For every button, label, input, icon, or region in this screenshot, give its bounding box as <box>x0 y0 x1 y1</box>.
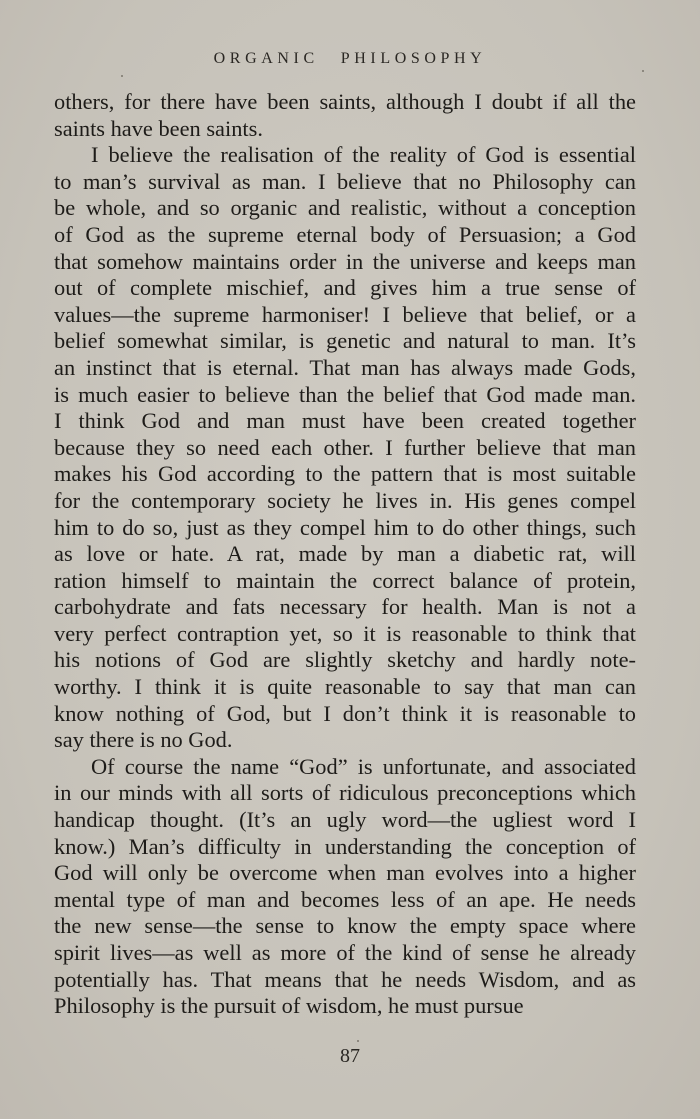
running-head <box>0 50 700 68</box>
text-line: because they so need each other. I further believe that man <box>54 434 636 460</box>
text-line: out of complete mischief, and gives him a true sense of <box>54 275 636 301</box>
text-line: be whole, and so organic and realistic, without a conception <box>54 195 636 221</box>
text-line: that somehow maintains order in the universe and keeps man <box>54 248 636 274</box>
text-line: for the contemporary society he lives in. His genes compel <box>54 487 636 513</box>
text-line: is much easier to believe than the belief that God made man. <box>54 381 636 407</box>
paper-speck <box>121 75 123 77</box>
text-line: in our minds with all sorts of ridiculous preconceptions which <box>54 780 636 806</box>
text-line: mental type of man and becomes less of an ape. He needs <box>54 886 636 912</box>
paragraph <box>54 754 636 1020</box>
text-line: the new sense—the sense to know the empty space where <box>54 913 636 939</box>
text-line: his notions of God are slightly sketchy and hardly note- <box>54 647 636 673</box>
running-head-right: PHILOSOPHY <box>340 50 487 67</box>
text-line: I believe the realisation of the reality of God is essential <box>91 142 636 168</box>
text-line: to man’s survival as man. I believe that no Philosophy can <box>54 168 636 194</box>
text-line: spirit lives—as well as more of the kind of sense he already <box>54 940 636 965</box>
text-line: Philosophy is the pursuit of wisdom, he must pursue <box>54 993 524 1019</box>
body-text <box>54 89 636 1020</box>
running-head-left: ORGANIC <box>213 50 319 67</box>
text-line: saints have been saints. <box>54 115 263 141</box>
text-line: Of course the name “God” is unfortunate, and associated <box>91 753 636 779</box>
text-line: as love or hate. A rat, made by man a diabetic rat, will <box>54 541 636 567</box>
text-line: an instinct that is eternal. That man has always made Gods, <box>54 354 636 380</box>
text-line: know.) Man’s difficulty in understanding the conception of <box>54 833 636 859</box>
text-line: others, for there have been saints, although I doubt if all the <box>54 89 636 114</box>
text-line: belief somewhat similar, is genetic and natural to man. It’s <box>54 328 636 354</box>
text-line: worthy. I think it is quite reasonable to say that man can <box>54 674 636 700</box>
text-line: say there is no God. <box>54 727 233 753</box>
text-line: handicap thought. (It’s an ugly word—the ugliest word I <box>54 807 636 833</box>
page-number: 87 <box>340 1045 360 1067</box>
text-line: potentially has. That means that he needs Wisdom, and as <box>54 966 636 992</box>
text-line: carbohydrate and fats necessary for health. Man is not a <box>54 594 636 620</box>
paper-speck <box>357 1040 359 1042</box>
text-line: makes his God according to the pattern that is most suitable <box>54 461 636 487</box>
paragraph <box>54 89 636 142</box>
text-line: values—the supreme harmoniser! I believe that belief, or a <box>54 301 636 327</box>
text-line: him to do so, just as they compel him to do other things, such <box>54 514 636 540</box>
text-line: very perfect contraption yet, so it is reasonable to think that <box>54 620 636 646</box>
text-line: ration himself to maintain the correct balance of protein, <box>54 567 636 593</box>
paragraph <box>54 142 636 754</box>
text-line: of God as the supreme eternal body of Persuasion; a God <box>54 221 636 247</box>
text-line: I think God and man must have been created together <box>54 408 636 434</box>
paper-speck <box>642 70 644 72</box>
text-line: God will only be overcome when man evolves into a higher <box>54 860 636 886</box>
text-line: know nothing of God, but I don’t think it is reasonable to <box>54 700 636 726</box>
